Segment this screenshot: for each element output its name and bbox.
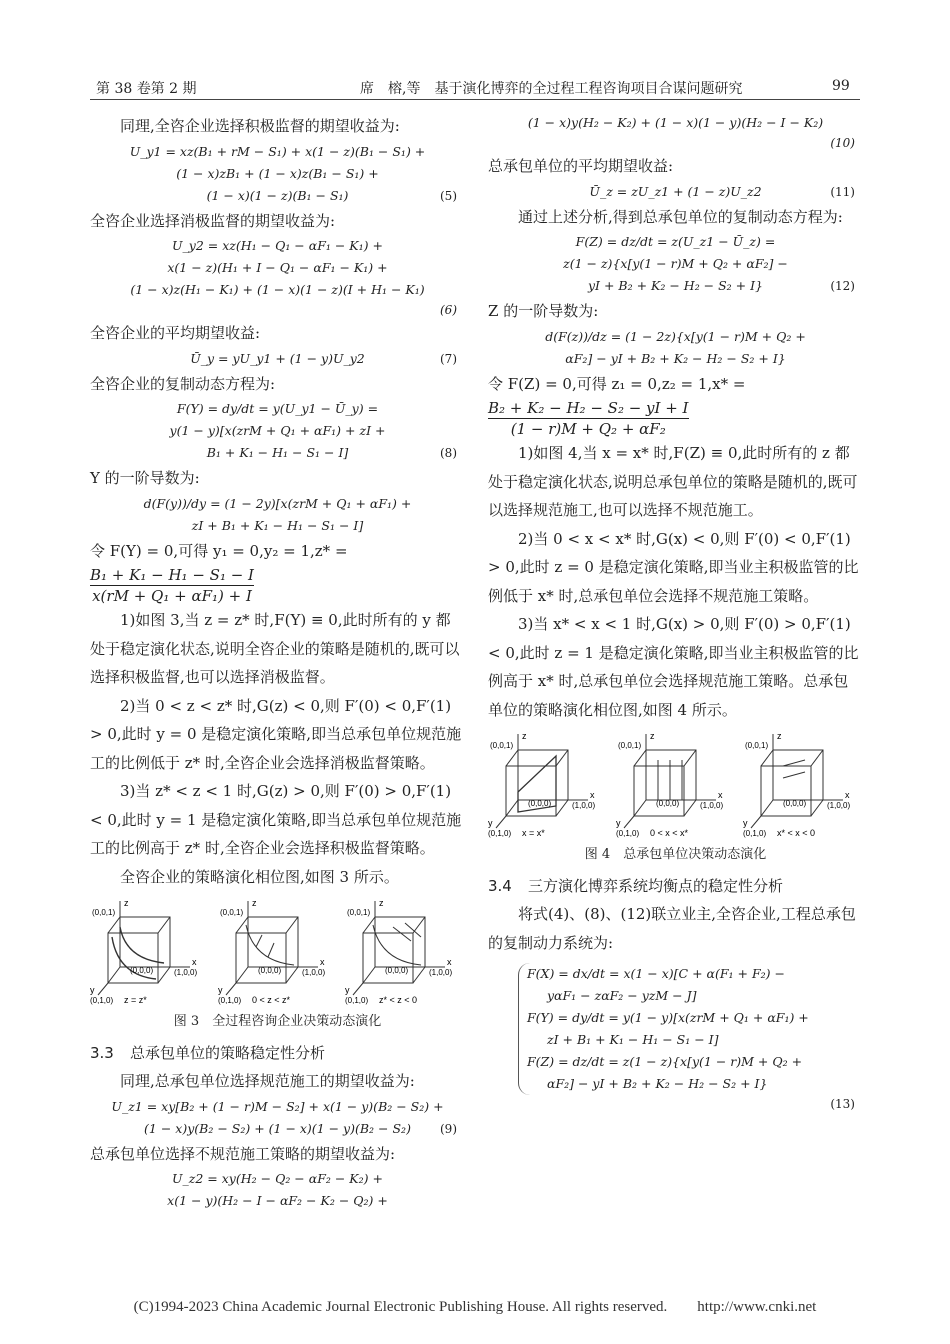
eq-tag: (13) [830,1097,855,1111]
svg-text:(0,0,1): (0,0,1) [745,741,769,750]
svg-text:y: y [488,818,493,828]
svg-text:(0,0,0): (0,0,0) [130,966,154,975]
svg-text:z: z [777,731,782,741]
equation-10-start: U_z2 = xy(H₂ − Q₂ − αF₂ − K₂) + x(1 − y)(H₂ − I − αF₂ − K₂ − Q₂) + [167,1171,388,1208]
paragraph: Y 的一阶导数为: [90,469,200,487]
svg-text:(0,1,0): (0,1,0) [743,829,767,838]
paragraph: 2)当 0 < z < z* 时,G(z) < 0,则 F′(0) < 0,F′(1) > 0,此时 y = 0 是稳定演化策略,即当总承包单位规范施工的比例低于 z* 时,全咨企业会选择消极监督策略。 [90,696,462,772]
equation-8: F(Y) = dy/dt = y(U_y1 − Ū_y) = y(1 − y)[x(zrM + Q₁ + αF₁) + zI + B₁ + K₁ − H₁ − S₁ − I] (8) [169,401,457,460]
right-column [488,112,863,1113]
equation-12: F(Z) = dz/dt = z(U_z1 − Ū_z) = z(1 − z){x[y(1 − r)M + Q₂ + αF₂] − yI + B₂ + K₂ − H₂ − S₂ + I} (12) [563,234,855,293]
svg-text:(1,0,0): (1,0,0) [827,801,851,810]
svg-text:(0,1,0): (0,1,0) [217,996,241,1005]
figure-3 [90,897,465,1009]
svg-text:x: x [845,790,850,800]
fig-label: z = z* [124,995,147,1005]
paragraph: 总承包单位的平均期望收益: [488,157,674,175]
fig-label: z* < z < 0 [379,995,418,1005]
zstar-fraction: $\frac{\text{B₁ + K₁ − H₁ − S₁ − I}}{\text{x(rM + Q₁ + αF₁) + I}}$ [90,566,254,605]
equation-dy: d(F(y))/dy = (1 − 2y)[x(zrM + Q₁ + αF₁) + zI + B₁ + K₁ − H₁ − S₁ − I] [143,495,412,533]
fig4-panel-1 [488,730,608,842]
svg-text:z: z [522,731,527,741]
svg-text:(0,0,0): (0,0,0) [528,799,552,808]
svg-text:(0,1,0): (0,1,0) [345,996,369,1005]
paragraph: 3)当 z* < z < 1 时,G(z) > 0,则 F′(0) > 0,F′(1) < 0,此时 y = 1 是稳定演化策略,即当总承包单位规范施工的比例高于 z* 时,全咨企业会选择积极监督策略。 [90,782,462,857]
fig-label: x* < x < 0 [777,828,816,838]
svg-text:z: z [649,731,654,741]
equation-11: Ū_z = zU_z1 + (1 − z)U_z2 (11) [589,183,855,199]
xstar-fraction: $\frac{\text{B₂ + K₂ − H₂ − S₂ − yI + I}}{\text{(1 − r)M + Q₂ + αF₂}}$ [488,399,689,438]
authors: 席 榕,等 [360,81,421,97]
fig-label: 0 < x < x* [649,828,688,838]
paragraph: 同理,全咨企业选择积极监督的期望收益为: [120,117,400,135]
equation-7: Ū_y = yU_y1 + (1 − y)U_y2 (7) [190,350,457,366]
left-column [90,112,465,1212]
svg-text:(1,0,0): (1,0,0) [572,801,596,810]
svg-text:(1,0,0): (1,0,0) [699,801,723,810]
fig3-panel-2 [218,897,338,1009]
svg-text:x: x [192,957,197,967]
fig4-panel-3 [743,730,863,842]
journal-issue: 第 38 卷第 2 期 [96,81,197,97]
svg-text:y: y [743,818,748,828]
svg-text:y: y [345,985,350,995]
paragraph: 全咨企业的复制动态方程为: [90,374,276,393]
svg-text:(0,0,1): (0,0,1) [92,908,116,917]
svg-text:x: x [319,957,324,967]
svg-text:(0,0,0): (0,0,0) [385,966,409,975]
paragraph: 全咨企业的平均期望收益: [90,324,261,342]
article-title: 基于演化博弈的全过程工程咨询项目合谋问题研究 [434,81,743,97]
equation-6: U_y2 = xz(H₁ − Q₁ − αF₁ − K₁) + x(1 − z)(H₁ + I − Q₁ − αF₁ − K₁) + (1 − x)z(H₁ − K₁) + (1 − x)(1 − z)(I + H₁ − K₁) (6) [90,235,465,319]
eq-tag: (5) [440,188,457,203]
copyright-footer: (C)1994-2023 China Academic Journal Electronic Publishing House. All rights reserved. http://www.cnki.net [133,1299,817,1315]
paragraph: 通过上述分析,得到总承包单位的复制动态方程为: [518,207,843,226]
fig-label: x = x* [522,828,545,838]
svg-text:(0,0,1): (0,0,1) [347,908,371,917]
svg-text:(0,0,0): (0,0,0) [655,799,679,808]
svg-text:(0,0,1): (0,0,1) [219,908,243,917]
svg-text:x: x [590,790,595,800]
paragraph: Z 的一阶导数为: [488,302,599,320]
paragraph: 令 F(Z) = 0,可得 z₁ = 0,z₂ = 1,x* = [488,374,746,393]
paragraph: 令 F(Y) = 0,可得 y₁ = 0,y₂ = 1,z* = [90,541,348,560]
running-title [360,78,742,98]
svg-text:(0,0,0): (0,0,0) [257,966,281,975]
svg-text:(0,1,0): (0,1,0) [615,829,639,838]
paragraph: 将式(4)、(8)、(12)联立业主,全咨企业,工程总承包的复制动力系统为: [488,905,856,952]
paragraph: 2)当 0 < x < x* 时,G(x) < 0,则 F′(0) < 0,F′(1) > 0,此时 z = 0 是稳定演化策略,即当业主积极监管的比例低于 x* 时,总承包单位会选择不规范施工策略。 [488,529,859,605]
paragraph: 全咨企业的策略演化相位图,如图 3 所示。 [120,867,399,886]
svg-text:(0,1,0): (0,1,0) [90,996,114,1005]
figure-4-caption: 图 4 总承包单位决策动态演化 [584,847,767,862]
svg-text:(1,0,0): (1,0,0) [429,968,453,977]
figure-4 [488,730,863,842]
svg-text:y: y [615,818,620,828]
paragraph: 1)如图 4,当 x = x* 时,F(Z) ≡ 0,此时所有的 z 都处于稳定演化状态,说明总承包单位的策略是随机的,既可以选择规范施工,也可以选择不规范施工。 [488,444,858,519]
svg-text:x: x [447,957,452,967]
equation-5: U_y1 = xz(B₁ + rM − S₁) + x(1 − z)(B₁ − S₁) + (1 − x)zB₁ + (1 − x)z(B₁ − S₁) + (1 − x)(1 − z)(B₁ − S₁) (5) [90,141,465,207]
equation-9: U_z1 = xy[B₂ + (1 − r)M − S₂] + x(1 − y)(B₂ − S₂) + (1 − x)y(B₂ − S₂) + (1 − x)(1 − y)(B₂ − S₂) (9) [111,1098,457,1136]
page-number: 99 [832,78,850,94]
section-heading-3-4: 3.4 三方演化博弈系统均衡点的稳定性分析 [488,877,784,895]
fig3-panel-1 [90,897,210,1009]
svg-text:(1,0,0): (1,0,0) [174,968,198,977]
equation-dz: d(F(z))/dz = (1 − 2z){x[y(1 − r)M + Q₂ + αF₂] − yI + B₂ + K₂ − H₂ − S₂ + I} [545,328,806,366]
paragraph: 1)如图 3,当 z = z* 时,F(Y) ≡ 0,此时所有的 y 都处于稳定演化状态,说明全咨企业的策略是随机的,既可以选择积极监督,也可以选择消极监督。 [90,611,460,686]
fig3-panel-3 [345,897,465,1009]
svg-text:(0,0,1): (0,0,1) [617,741,641,750]
svg-text:(0,0,1): (0,0,1) [490,741,514,750]
header-rule [90,99,860,100]
svg-text:z: z [379,898,384,908]
svg-text:x: x [717,790,722,800]
svg-text:(1,0,0): (1,0,0) [301,968,325,977]
paragraph: 3)当 x* < x < 1 时,G(x) > 0,则 F′(0) > 0,F′(1) < 0,此时 z = 1 是稳定演化策略,即当业主积极监管的比例高于 x* 时,总承包单位会选择规范施工策略。总承包单位的策略演化相位图,如图 4 所示。 [488,615,859,719]
svg-text:y: y [90,985,95,995]
paragraph: 全咨企业选择消极监督的期望收益为: [90,211,336,230]
eq-tag: (6) [440,303,457,317]
equation-13-system: F(X) = dx/dt = x(1 − x)[C + α(F₁ + F₂) − yαF₁ − zαF₂ − yzM − J] F(Y) = dy/dt = y(1 − y)[x(zrM + Q₁ + αF₁) + zI + B₁ + K₁ − H₁ − S₁ − I] F(Z) = dz/dt = z(1 − z){x[y(1 − r)M + Q₂ + αF₂] − yI + B₂ + K₂ − H₂ − S₂ + I} [518,963,863,1095]
svg-text:z: z [251,898,256,908]
svg-text:(0,0,0): (0,0,0) [783,799,807,808]
paragraph: 同理,总承包单位选择规范施工的期望收益为: [120,1072,415,1090]
svg-text:y: y [217,985,222,995]
svg-text:z: z [124,898,129,908]
equation-10-end: (1 − x)y(H₂ − K₂) + (1 − x)(1 − y)(H₂ − I − K₂) (10) [527,115,855,150]
fig4-panel-2 [616,730,736,842]
paragraph: 总承包单位选择不规范施工策略的期望收益为: [90,1144,396,1163]
fig-label: 0 < z < z* [251,995,290,1005]
svg-text:(0,1,0): (0,1,0) [488,829,512,838]
figure-3-caption: 图 3 全过程咨询企业决策动态演化 [173,1014,382,1029]
section-heading-3-3: 3.3 总承包单位的策略稳定性分析 [90,1044,326,1062]
